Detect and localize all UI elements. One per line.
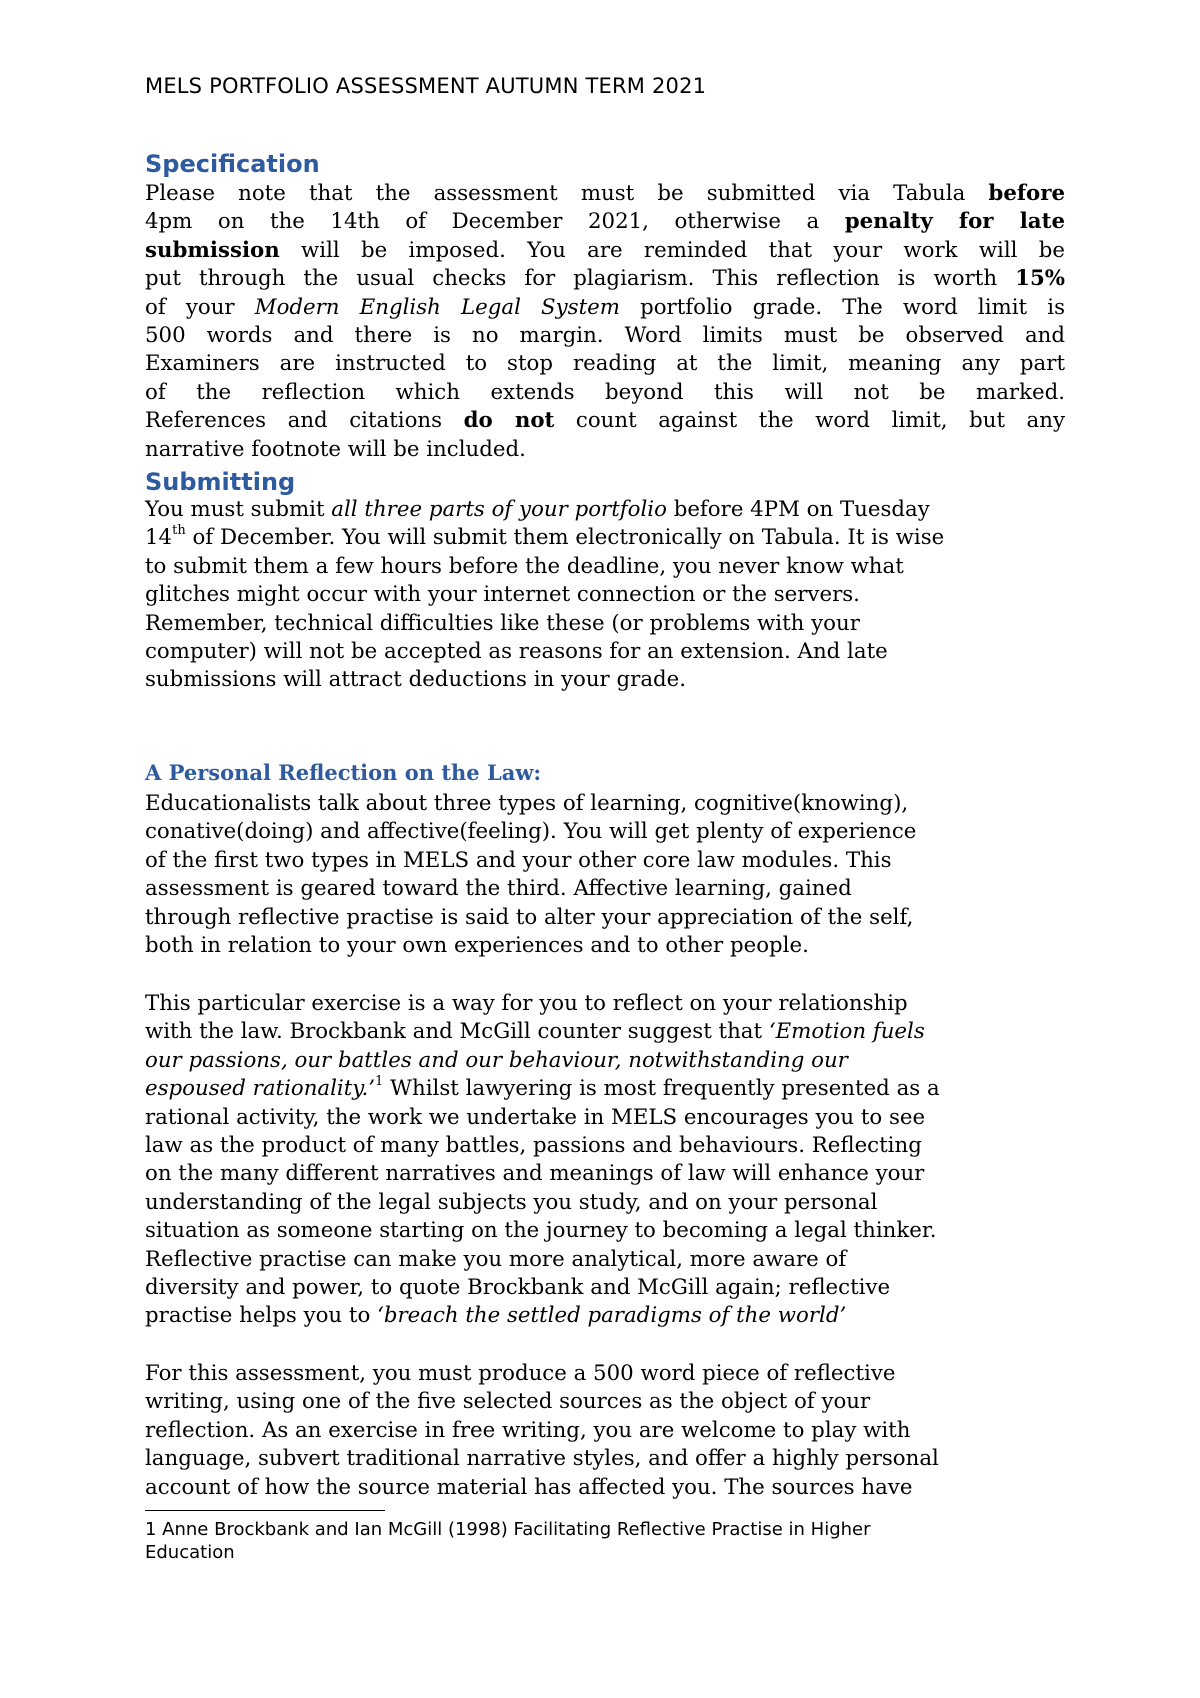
text-line: Examiners are instructed to stop reading at the limit, meaning any part [145,351,1065,377]
text-line: rational activity, the work we undertake in MELS encourages you to see [145,1104,926,1130]
footnote-separator [145,1510,385,1511]
text-line: Remember, technical difficulties like these (or problems with your [145,610,860,636]
specification-heading: Specification [145,150,320,178]
text-line: 500 words and there is no margin. Word limits must be observed and [145,323,1065,349]
text-line: 4pm on the 14th of December 2021, otherwise a penalty for late [145,209,1065,235]
text-line: narrative footnote will be included. [145,436,526,462]
submitting-paragraph [145,496,1065,695]
text-line: understanding of the legal subjects you study, and on your personal [145,1189,878,1215]
text-line: Educationalists talk about three types of learning, cognitive(knowing), [145,791,909,816]
text-line: espoused rationality.’$^1$ Whilst lawyering is most frequently presented as a [145,1074,940,1102]
text-line: both in relation to your own experiences and to other people. [145,933,809,959]
text-line: on the many different narratives and meanings of law will enhance your [145,1161,925,1187]
text-line: Reflective practise can make you more analytical, more aware of [145,1246,847,1272]
text-line: reflection. As an exercise in free writing, you are welcome to play with [145,1417,911,1443]
text-line: of the first two types in MELS and your other core law modules. This [145,847,892,873]
text-line: Please note that the assessment must be submitted via Tabula before [145,181,1065,206]
text-line: computer) will not be accepted as reasons for an extension. And late [145,639,888,665]
text-line: diversity and power, to quote Brockbank and McGill again; reflective [145,1275,891,1301]
text-line: our passions, our battles and our behaviour, notwithstanding our [145,1047,848,1073]
text-line: This particular exercise is a way for you to reflect on your relationship [145,991,908,1016]
reflection-heading: A Personal Reflection on the Law: [145,760,542,785]
text-line: to submit them a few hours before the deadline, you never know what [145,553,904,579]
specification-paragraph [145,180,1065,464]
text-line: glitches might occur with your internet connection or the servers. [145,582,860,608]
text-line: 14th of December. You will submit them electronically on Tabula. It is wise [145,523,945,551]
text-line: law as the product of many battles, passions and behaviours. Reflecting [145,1133,922,1159]
text-line: situation as someone starting on the journey to becoming a legal thinker. [145,1218,937,1244]
text-line: submission will be imposed. You are reminded that your work will be [145,237,1065,263]
footnote-reference: 1 [375,1074,384,1090]
text-line: language, subvert traditional narrative styles, and offer a highly personal [145,1446,939,1472]
text-line: submissions will attract deductions in your grade. [145,667,687,693]
text-line: conative(doing) and affective(feeling). You will get plenty of experience [145,819,917,845]
text-line: References and citations do not count against the word limit, but any [145,408,1065,434]
footnote [145,1518,1065,1564]
text-line: of your Modern English Legal System portfolio grade. The word limit is [145,294,1066,320]
text-line: of the reflection which extends beyond this will not be marked. [145,379,1065,405]
text-line: put through the usual checks for plagiarism. This reflection is worth 15% [145,266,1065,292]
text-line: You must submit all three parts of your portfolio before 4PM on Tuesday [145,497,930,522]
text-line: assessment is geared toward the third. Affective learning, gained [145,876,852,902]
footnote-line: 1 Anne Brockbank and Ian McGill (1998) Facilitating Reflective Practise in Higher [145,1519,871,1540]
reflection-paragraph-1 [145,790,1065,960]
footnote-line: Education [145,1542,235,1563]
reflection-paragraph-3 [145,1360,1065,1502]
page-header: MELS PORTFOLIO ASSESSMENT AUTUMN TERM 2021 [145,74,707,98]
text-line: For this assessment, you must produce a 500 word piece of reflective [145,1361,896,1386]
text-line: account of how the source material has affected you. The sources have [145,1474,913,1500]
reflection-paragraph-2 [145,990,1065,1331]
submitting-heading: Submitting [145,468,296,496]
text-line: through reflective practise is said to alter your appreciation of the self, [145,904,914,930]
text-line: practise helps you to ‘breach the settled paradigms of the world’ [145,1303,847,1329]
text-line: with the law. Brockbank and McGill counter suggest that ‘Emotion fuels [145,1019,925,1045]
text-line: writing, using one of the five selected sources as the object of your [145,1389,871,1415]
